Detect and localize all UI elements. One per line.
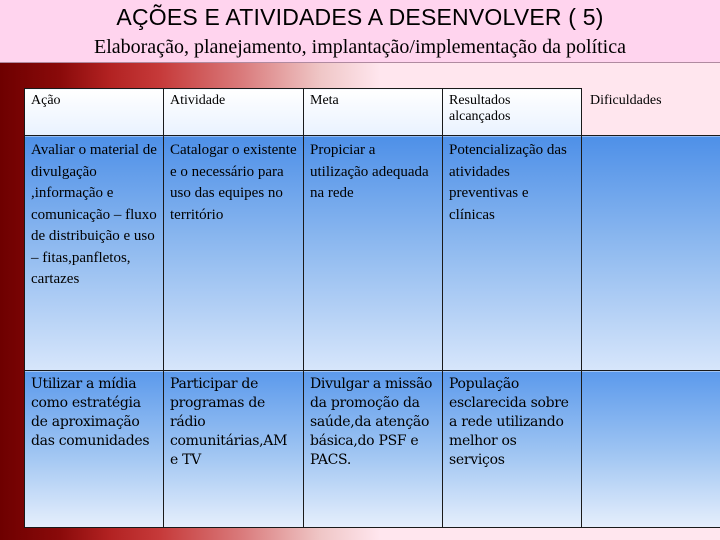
cell-dificuldades [582,371,720,528]
column-header-dificuldades: Dificuldades [590,92,662,108]
column-header-atividade: Atividade [164,89,304,136]
cell-dificuldades [582,136,720,371]
table-row [25,371,720,528]
actions-table-container [24,88,720,540]
cell-atividade: Catalogar o existente e o necessário para uso das equipes no território [164,136,304,371]
column-header-resultados: Resultados alcançados [443,89,582,136]
slide-header [0,0,720,63]
table-header-row [25,89,720,136]
column-header-meta: Meta [304,89,443,136]
cell-resultados: Potencialização das atividades preventivas e clínicas [443,136,582,371]
cell-acao: Avaliar o material de divulgação ,informação e comunicação – fluxo de distribuição e uso – fitas,panfletos, cartazes [25,136,164,371]
cell-meta: Propiciar a utilização adequada na rede [304,136,443,371]
slide-subtitle: Elaboração, planejamento, implantação/implementação da política [94,36,626,58]
cell-acao: Utilizar a mídia como estratégia de aproximação das comunidades [25,371,164,528]
cell-atividade: Participar de programas de rádio comunitárias,AM e TV [164,371,304,528]
cell-resultados: População esclarecida sobre a rede utilizando melhor os serviços [443,371,582,528]
table-row [25,136,720,371]
column-header-acao: Ação [25,89,164,136]
slide-title: AÇÕES E ATIVIDADES A DESENVOLVER ( 5) [116,4,604,30]
actions-table [24,88,720,528]
cell-meta: Divulgar a missão da promoção da saúde,da atenção básica,do PSF e PACS. [304,371,443,528]
